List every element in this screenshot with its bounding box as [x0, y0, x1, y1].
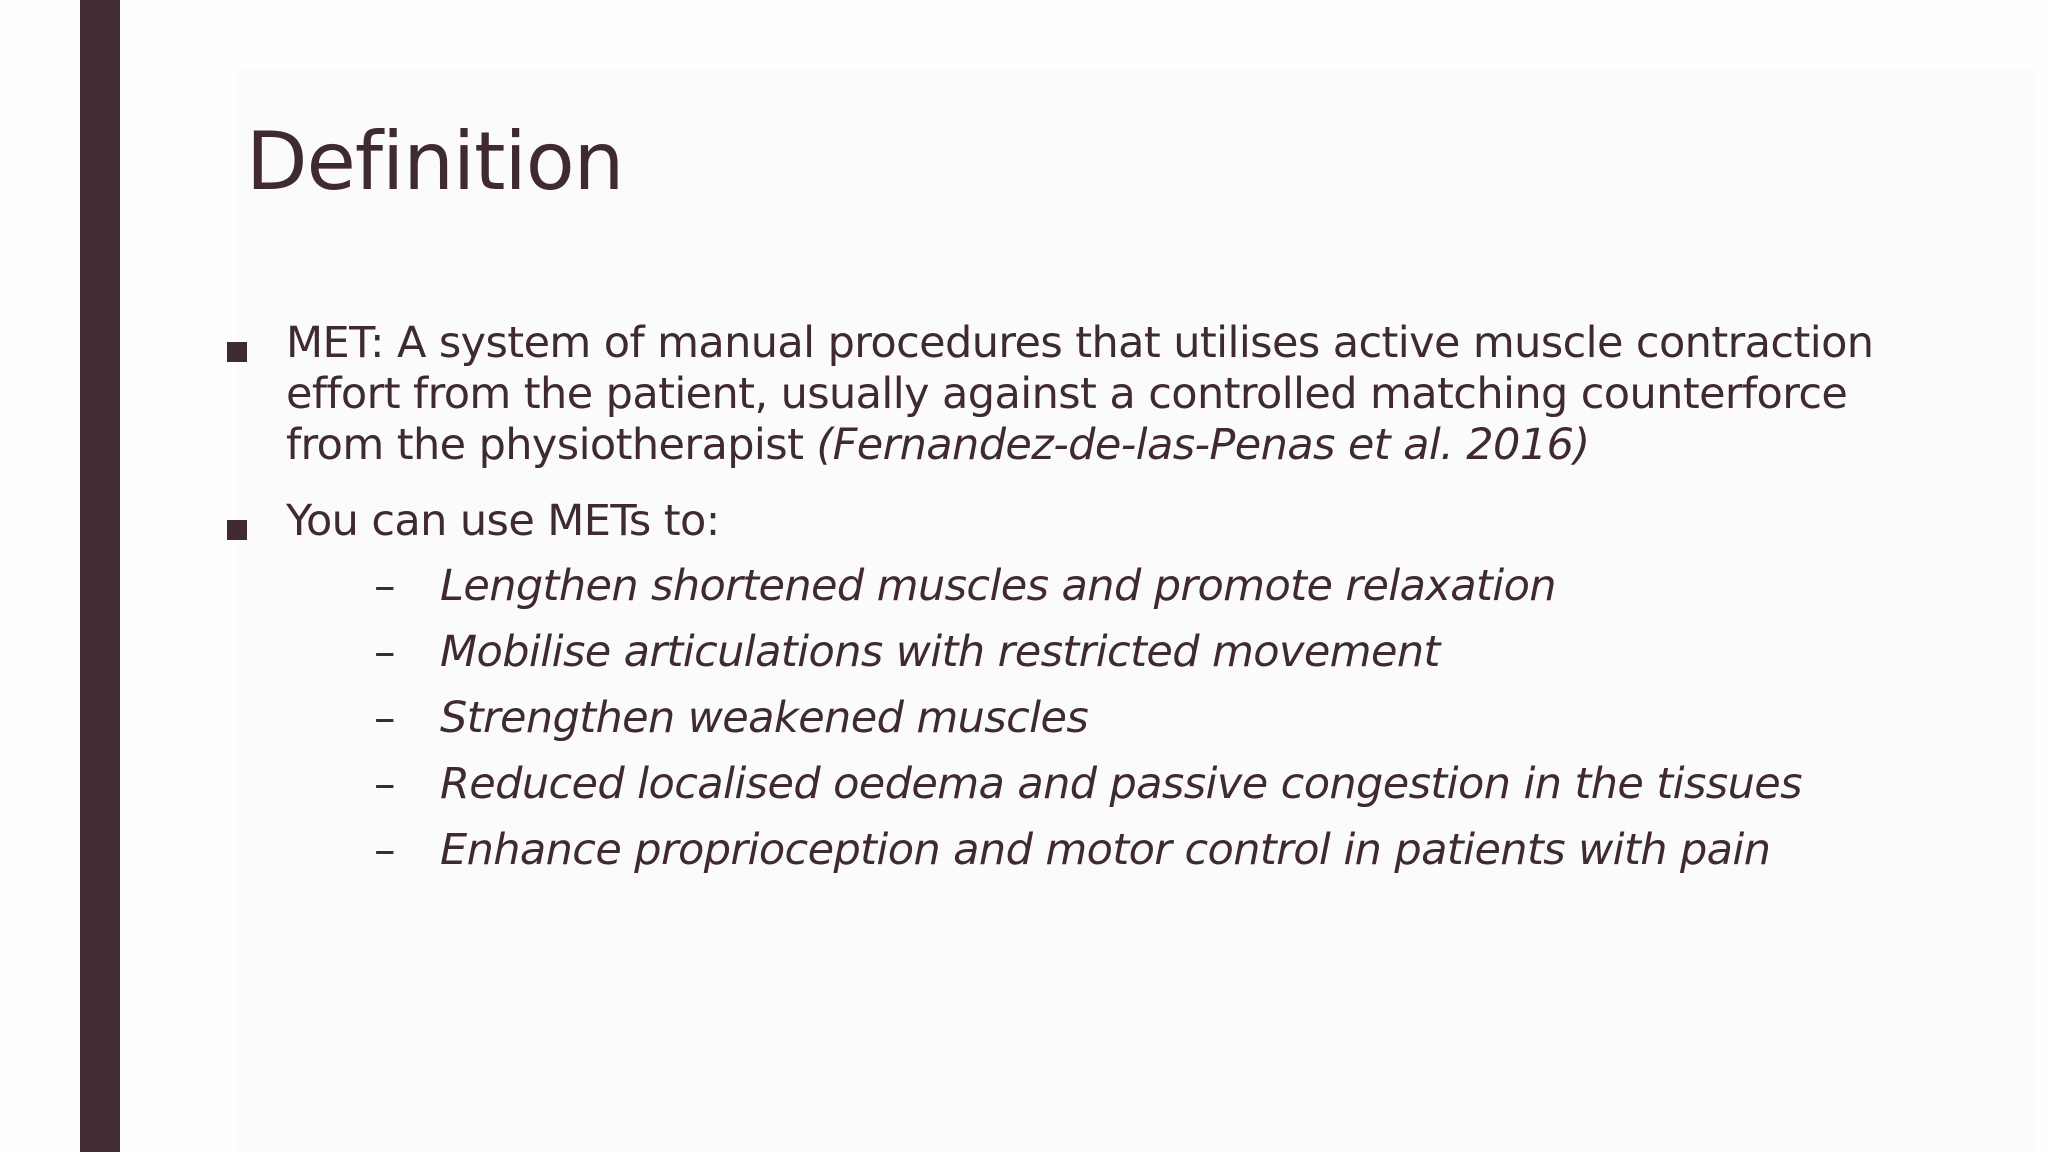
uses-sub-list [286, 553, 1880, 883]
square-bullet-icon [227, 342, 247, 362]
dash-bullet-icon: – [374, 561, 395, 611]
sub-item-text: Mobilise articulations with restricted movement [440, 627, 1440, 677]
sub-item-text: Strengthen weakened muscles [440, 693, 1089, 743]
bullet-met-uses [220, 496, 1880, 883]
bullet-met-definition [220, 318, 1880, 471]
bullet-text: You can use METs to: [286, 496, 720, 546]
sub-item-text: Enhance proprioception and motor control in patients with pain [440, 825, 1771, 875]
dash-bullet-icon: – [374, 825, 395, 875]
square-bullet-icon [227, 520, 247, 540]
dash-bullet-icon: – [374, 627, 395, 677]
sub-list-item [286, 817, 1880, 883]
dash-bullet-icon: – [374, 693, 395, 743]
accent-bar [80, 0, 120, 1152]
sub-list-item [286, 751, 1880, 817]
sub-list-item [286, 619, 1880, 685]
sub-list-item [286, 553, 1880, 619]
slide-body [220, 318, 1880, 883]
sub-list-item [286, 685, 1880, 751]
dash-bullet-icon: – [374, 759, 395, 809]
citation: (Fernandez-de-las-Penas et al. 2016) [816, 420, 1590, 470]
slide-title: Definition [246, 115, 624, 208]
bullet-text: MET: A system of manual procedures that utilises active muscle contraction effort from the patient, usually against a controlled matching counterforce from the physiotherapist [286, 318, 1874, 470]
sub-item-text: Lengthen shortened muscles and promote relaxation [440, 561, 1556, 611]
sub-item-text: Reduced localised oedema and passive congestion in the tissues [440, 759, 1802, 809]
